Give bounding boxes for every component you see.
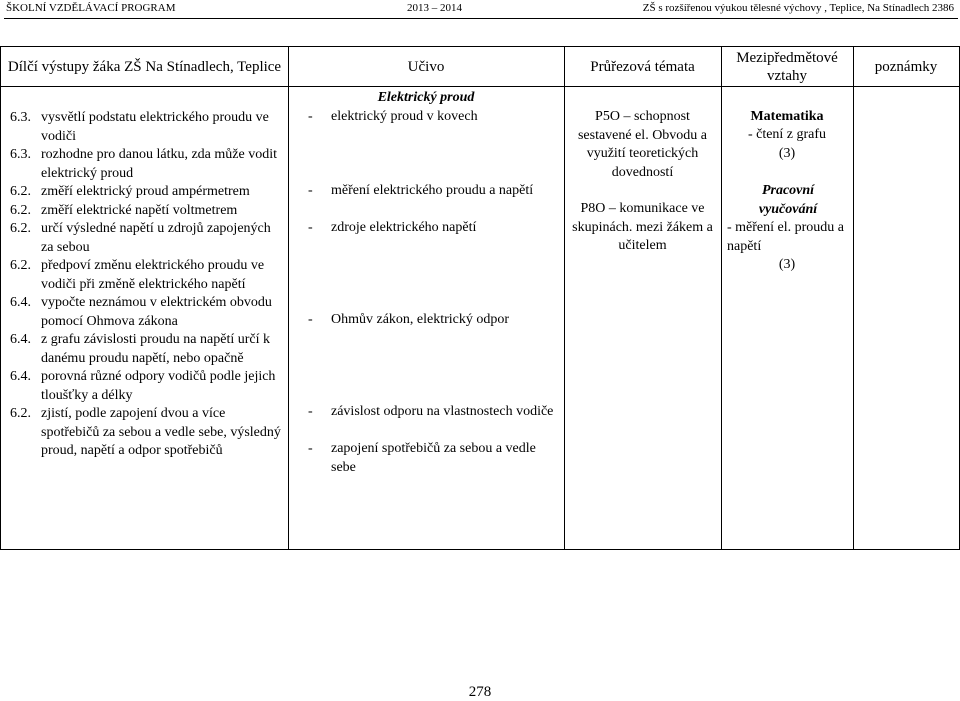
page-header: [0, 0, 960, 17]
curriculum-item: - závislost odporu na vlastnostech vodiče: [308, 404, 554, 419]
cross-work-count: (3): [778, 257, 796, 272]
cross-math-title: Matematika: [750, 109, 824, 124]
column-header-notes: poznámky: [874, 58, 938, 75]
cross-work-title: Pracovní vyučování: [758, 183, 818, 217]
theme-p5o: P5O – schopnost sestavené el. Obvodu a využití teoretických dovedností: [577, 109, 708, 180]
column-divider: [288, 47, 289, 549]
output-item: 6.4. porovná různé odpory vodičů podle jejich tloušťky a délky: [10, 369, 276, 403]
output-item: 6.2. zjistí, podle zapojení dvou a více spotřebičů za sebou a vedle sebe, výsledný proud, napětí a odpor spotřebičů: [10, 406, 281, 458]
cross-work-item: - měření el. proudu a napětí: [727, 220, 845, 254]
school-years: 2013 – 2014: [407, 2, 462, 14]
output-item: 6.3. rozhodne pro danou látku, zda může vodit elektrický proud: [10, 147, 277, 181]
header-rule: [4, 18, 958, 19]
output-item: 6.3. vysvětlí podstatu elektrického proudu ve vodiči: [10, 110, 269, 144]
cross-math-item: - čtení z grafu: [747, 127, 827, 142]
school-program-title: ŠKOLNÍ VZDĚLÁVACÍ PROGRAM: [6, 2, 176, 14]
output-item: 6.4. vypočte neznámou v elektrickém obvodu pomocí Ohmova zákona: [10, 295, 272, 329]
outputs-list: [10, 109, 282, 461]
column-header-curriculum: Učivo: [407, 58, 445, 75]
theme-p8o: P8O – komunikace ve skupinách. mezi žákem a učitelem: [572, 201, 713, 253]
header-row-divider: [1, 86, 959, 87]
output-item: 6.2. změří elektrický proud ampérmetrem: [10, 184, 250, 199]
school-name: ZŠ s rozšířenou výukou tělesné výchovy , Teplice, Na Stínadlech 2386: [642, 2, 954, 14]
curriculum-item: - elektrický proud v kovech: [308, 109, 478, 124]
column-divider: [564, 47, 565, 549]
curriculum-item: - zdroje elektrického napětí: [308, 220, 477, 235]
column-divider: [721, 47, 722, 549]
cross-math-count: (3): [778, 146, 796, 161]
column-header-cross: Mezipředmětové vztahy: [736, 49, 838, 84]
output-item: 6.4. z grafu závislosti proudu na napětí určí k danému proudu napětí, nebo opačně: [10, 332, 270, 366]
output-item: 6.2. předpoví změnu elektrického proudu ve vodiči při změně elektrického napětí: [10, 258, 265, 292]
curriculum-item: - zapojení spotřebičů za sebou a vedle sebe: [308, 441, 536, 475]
column-header-outputs: Dílčí výstupy žáka ZŠ Na Stínadlech, Teplice: [7, 58, 282, 75]
column-header-themes: Průřezová témata: [590, 58, 695, 75]
curriculum-heading: Elektrický proud: [377, 90, 475, 105]
column-divider: [853, 47, 854, 549]
output-item: 6.2. změří elektrické napětí voltmetrem: [10, 202, 238, 218]
output-item: 6.2. určí výsledné napětí u zdrojů zapojených za sebou: [10, 221, 271, 255]
page-number: 278: [468, 684, 492, 700]
curriculum-table: [0, 46, 960, 550]
curriculum-item: - měření elektrického proudu a napětí: [308, 183, 534, 198]
curriculum-item: - Ohmův zákon, elektrický odpor: [308, 312, 510, 327]
